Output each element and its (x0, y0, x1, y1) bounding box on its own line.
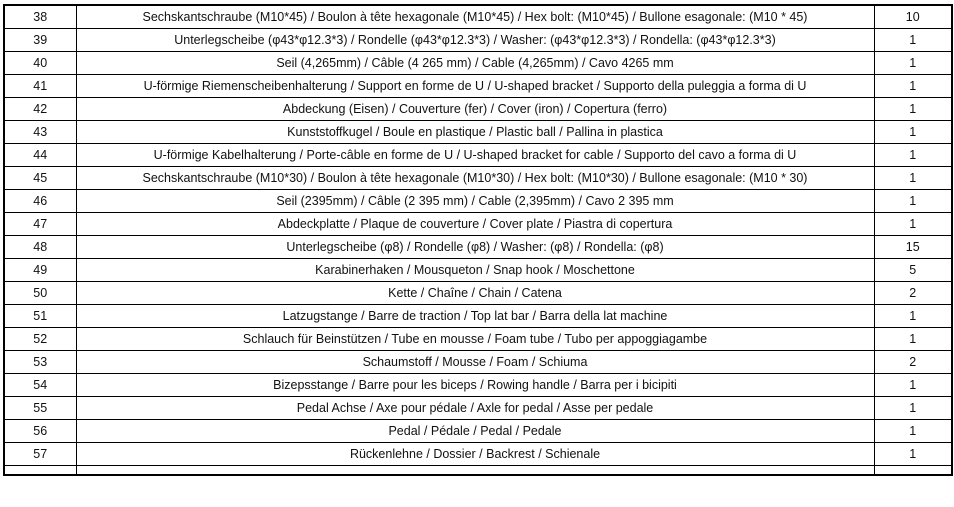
part-quantity: 2 (874, 350, 952, 373)
part-number (4, 465, 76, 475)
part-description: U-förmige Riemenscheibenhalterung / Support en forme de U / U-shaped bracket / Supporto della puleggia a forma di U (76, 74, 874, 97)
part-quantity: 1 (874, 327, 952, 350)
part-quantity (874, 465, 952, 475)
part-number: 51 (4, 304, 76, 327)
part-description: Seil (2395mm) / Câble (2 395 mm) / Cable (2,395mm) / Cavo 2 395 mm (76, 189, 874, 212)
part-quantity: 10 (874, 5, 952, 28)
part-description: Schlauch für Beinstützen / Tube en mousse / Foam tube / Tubo per appoggiagambe (76, 327, 874, 350)
part-quantity: 5 (874, 258, 952, 281)
part-number: 52 (4, 327, 76, 350)
part-number: 46 (4, 189, 76, 212)
part-number: 57 (4, 442, 76, 465)
table-row (4, 51, 952, 74)
part-number: 40 (4, 51, 76, 74)
part-number: 43 (4, 120, 76, 143)
table-row (4, 396, 952, 419)
part-number: 39 (4, 28, 76, 51)
table-row (4, 327, 952, 350)
table-row (4, 120, 952, 143)
part-number: 55 (4, 396, 76, 419)
table-row (4, 373, 952, 396)
part-description: Kette / Chaîne / Chain / Catena (76, 281, 874, 304)
part-description: Schaumstoff / Mousse / Foam / Schiuma (76, 350, 874, 373)
part-number: 54 (4, 373, 76, 396)
part-quantity: 1 (874, 373, 952, 396)
part-quantity: 1 (874, 304, 952, 327)
part-quantity: 15 (874, 235, 952, 258)
part-quantity: 1 (874, 189, 952, 212)
part-quantity: 1 (874, 442, 952, 465)
table-row (4, 350, 952, 373)
part-number: 53 (4, 350, 76, 373)
part-description: Sechskantschraube (M10*30) / Boulon à tête hexagonale (M10*30) / Hex bolt: (M10*30) / Bullone esagonale: (M10 * 30) (76, 166, 874, 189)
part-quantity: 1 (874, 143, 952, 166)
part-number: 49 (4, 258, 76, 281)
table-row (4, 442, 952, 465)
part-quantity: 2 (874, 281, 952, 304)
part-quantity: 1 (874, 74, 952, 97)
part-number: 44 (4, 143, 76, 166)
table-row (4, 5, 952, 28)
part-description: Bizepsstange / Barre pour les biceps / Rowing handle / Barra per i bicipiti (76, 373, 874, 396)
part-number: 48 (4, 235, 76, 258)
part-description: U-förmige Kabelhalterung / Porte-câble en forme de U / U-shaped bracket for cable / Supporto del cavo a forma di U (76, 143, 874, 166)
part-quantity: 1 (874, 419, 952, 442)
part-description: Unterlegscheibe (φ8) / Rondelle (φ8) / Washer: (φ8) / Rondella: (φ8) (76, 235, 874, 258)
table-row (4, 28, 952, 51)
table-row (4, 465, 952, 475)
table-row (4, 166, 952, 189)
part-description: Unterlegscheibe (φ43*φ12.3*3) / Rondelle (φ43*φ12.3*3) / Washer: (φ43*φ12.3*3) / Rondella: (φ43*φ12.3*3) (76, 28, 874, 51)
part-description (76, 465, 874, 475)
parts-table-body (4, 5, 952, 475)
part-description: Sechskantschraube (M10*45) / Boulon à tête hexagonale (M10*45) / Hex bolt: (M10*45) / Bullone esagonale: (M10 * 45) (76, 5, 874, 28)
part-description: Abdeckung (Eisen) / Couverture (fer) / Cover (iron) / Copertura (ferro) (76, 97, 874, 120)
part-description: Pedal / Pédale / Pedal / Pedale (76, 419, 874, 442)
part-description: Latzugstange / Barre de traction / Top lat bar / Barra della lat machine (76, 304, 874, 327)
part-quantity: 1 (874, 28, 952, 51)
part-number: 56 (4, 419, 76, 442)
part-number: 38 (4, 5, 76, 28)
table-row (4, 74, 952, 97)
part-quantity: 1 (874, 166, 952, 189)
part-number: 50 (4, 281, 76, 304)
table-row (4, 281, 952, 304)
part-description: Pedal Achse / Axe pour pédale / Axle for pedal / Asse per pedale (76, 396, 874, 419)
part-quantity: 1 (874, 51, 952, 74)
table-row (4, 143, 952, 166)
parts-table (3, 4, 953, 476)
table-row (4, 212, 952, 235)
part-quantity: 1 (874, 97, 952, 120)
part-number: 42 (4, 97, 76, 120)
table-row (4, 97, 952, 120)
part-number: 47 (4, 212, 76, 235)
part-number: 41 (4, 74, 76, 97)
part-quantity: 1 (874, 396, 952, 419)
part-quantity: 1 (874, 120, 952, 143)
table-row (4, 258, 952, 281)
table-row (4, 419, 952, 442)
part-description: Rückenlehne / Dossier / Backrest / Schienale (76, 442, 874, 465)
part-description: Karabinerhaken / Mousqueton / Snap hook / Moschettone (76, 258, 874, 281)
part-description: Seil (4,265mm) / Câble (4 265 mm) / Cable (4,265mm) / Cavo 4265 mm (76, 51, 874, 74)
table-row (4, 235, 952, 258)
part-quantity: 1 (874, 212, 952, 235)
table-row (4, 304, 952, 327)
part-description: Abdeckplatte / Plaque de couverture / Cover plate / Piastra di copertura (76, 212, 874, 235)
part-description: Kunststoffkugel / Boule en plastique / Plastic ball / Pallina in plastica (76, 120, 874, 143)
part-number: 45 (4, 166, 76, 189)
table-row (4, 189, 952, 212)
